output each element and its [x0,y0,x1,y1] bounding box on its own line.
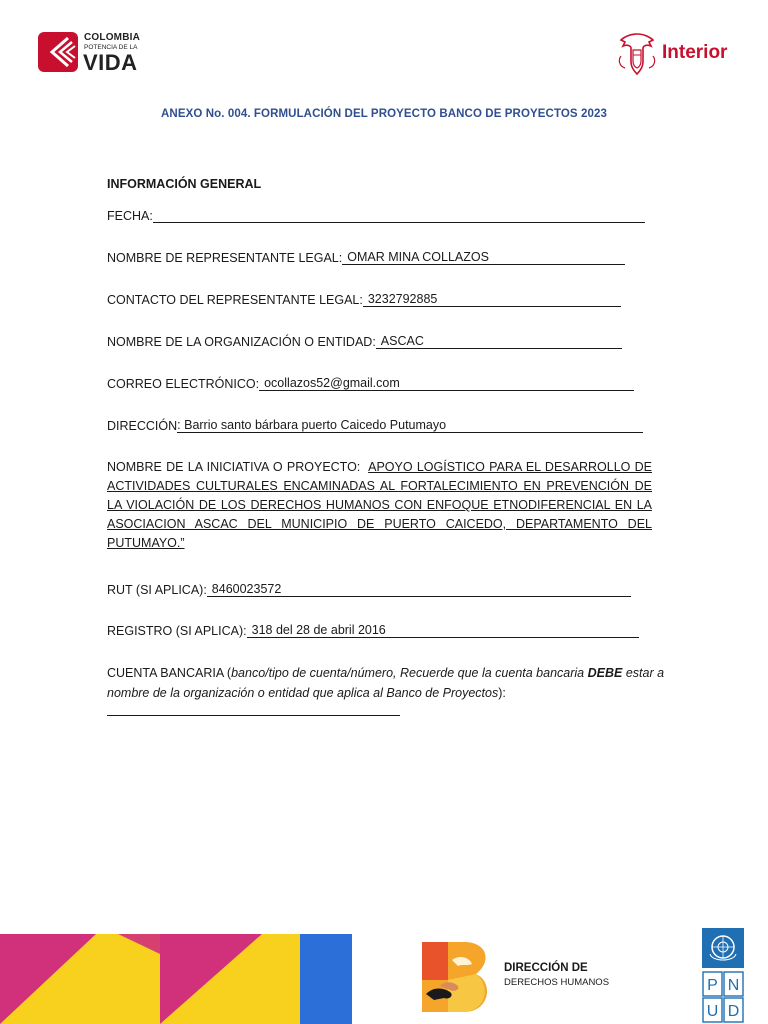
pnud-letter-d: D [727,1003,740,1020]
pnud-letter-p: P [707,977,718,994]
field-rut-label: RUT (SI APLICA): [107,583,207,597]
interior-logo [615,30,745,78]
field-registro-label: REGISTRO (SI APLICA): [107,624,247,638]
field-rut-value[interactable]: 8460023572 [207,582,631,597]
bank-instructions-1: banco/tipo de cuenta/número, Recuerde que la cuenta bancaria [231,666,588,680]
ddhh-logo-line2: DERECHOS HUMANOS [504,977,610,988]
field-organizacion-value[interactable]: ASCAC [376,334,622,349]
annex-title: ANEXO No. 004. FORMULACIÓN DEL PROYECTO BANCO DE PROYECTOS 2023 [161,108,607,120]
field-proyecto-label: NOMBRE DE LA INICIATIVA O PROYECTO: [107,460,361,474]
field-representante [107,250,625,265]
interior-logo-text: Interior [662,42,728,63]
pnud-letter-u: U [706,1003,719,1020]
ddhh-logo [418,940,648,1015]
field-fecha-label: FECHA: [107,209,153,223]
ddhh-logo-line1: DIRECCIÓN DE [504,962,588,974]
colombia-logo [38,30,158,76]
field-proyecto [107,458,652,553]
field-proyecto-value[interactable]: APOYO LOGÍSTICO PARA EL DESARROLLO DE ACTIVIDADES CULTURALES ENCAMINADAS AL FORTALECIMIENTO EN PREVENCIÓN DE LA VIOLACIÓN DE LOS DERECHOS HUMANOS CON ENFOQUE ETNODIFERENCIAL EN LA ASOCIACION ASCAC DEL MUNICIPIO DE PUERTO CAICEDO, DEPARTAMENTO DEL PUTUMAYO.” [107,460,652,550]
field-organizacion-label: NOMBRE DE LA ORGANIZACIÓN O ENTIDAD: [107,335,376,349]
field-cuenta-bancaria-input[interactable] [107,715,400,716]
field-representante-value[interactable]: OMAR MINA COLLAZOS [342,250,625,265]
field-correo-value[interactable]: ocollazos52@gmail.com [259,376,634,391]
field-fecha [107,208,645,223]
colombia-logo-line3: VIDA [83,50,138,75]
footer-color-band [0,934,352,1024]
field-fecha-value[interactable] [153,208,645,223]
colombia-logo-line2: POTENCIA DE LA [84,44,138,51]
field-organizacion [107,334,622,349]
colombia-logo-line1: COLOMBIA [84,32,141,43]
coat-of-arms-icon [615,30,659,78]
field-direccion [107,418,643,433]
field-registro [107,623,639,638]
field-rut [107,582,631,597]
ddhh-logo-icon [418,940,496,1015]
field-correo [107,376,634,391]
field-direccion-value[interactable]: : Barrio santo bárbara puerto Caicedo Putumayo [177,418,643,433]
colombia-logo-icon [38,32,78,72]
field-contacto-value[interactable]: 3232792885 [363,292,621,307]
field-cuenta-bancaria [107,663,667,703]
field-direccion-label: DIRECCIÓN [107,419,178,433]
bank-close: ): [498,686,506,700]
pnud-logo [702,928,744,1024]
pnud-letter-n: N [727,977,740,994]
field-contacto-label: CONTACTO DEL REPRESENTANTE LEGAL: [107,293,363,307]
field-representante-label: NOMBRE DE REPRESENTANTE LEGAL: [107,251,343,265]
section-heading: INFORMACIÓN GENERAL [107,177,262,191]
bank-label: CUENTA BANCARIA ( [107,666,232,680]
field-contacto [107,292,621,307]
bank-emphasis: DEBE [587,666,623,680]
field-correo-label: CORREO ELECTRÓNICO: [107,377,260,391]
bank-instructions-2: estar a nombre de la organización o entidad que aplica al Banco de Proyectos [107,666,665,700]
field-registro-value[interactable]: 318 del 28 de abril 2016 [247,623,639,638]
